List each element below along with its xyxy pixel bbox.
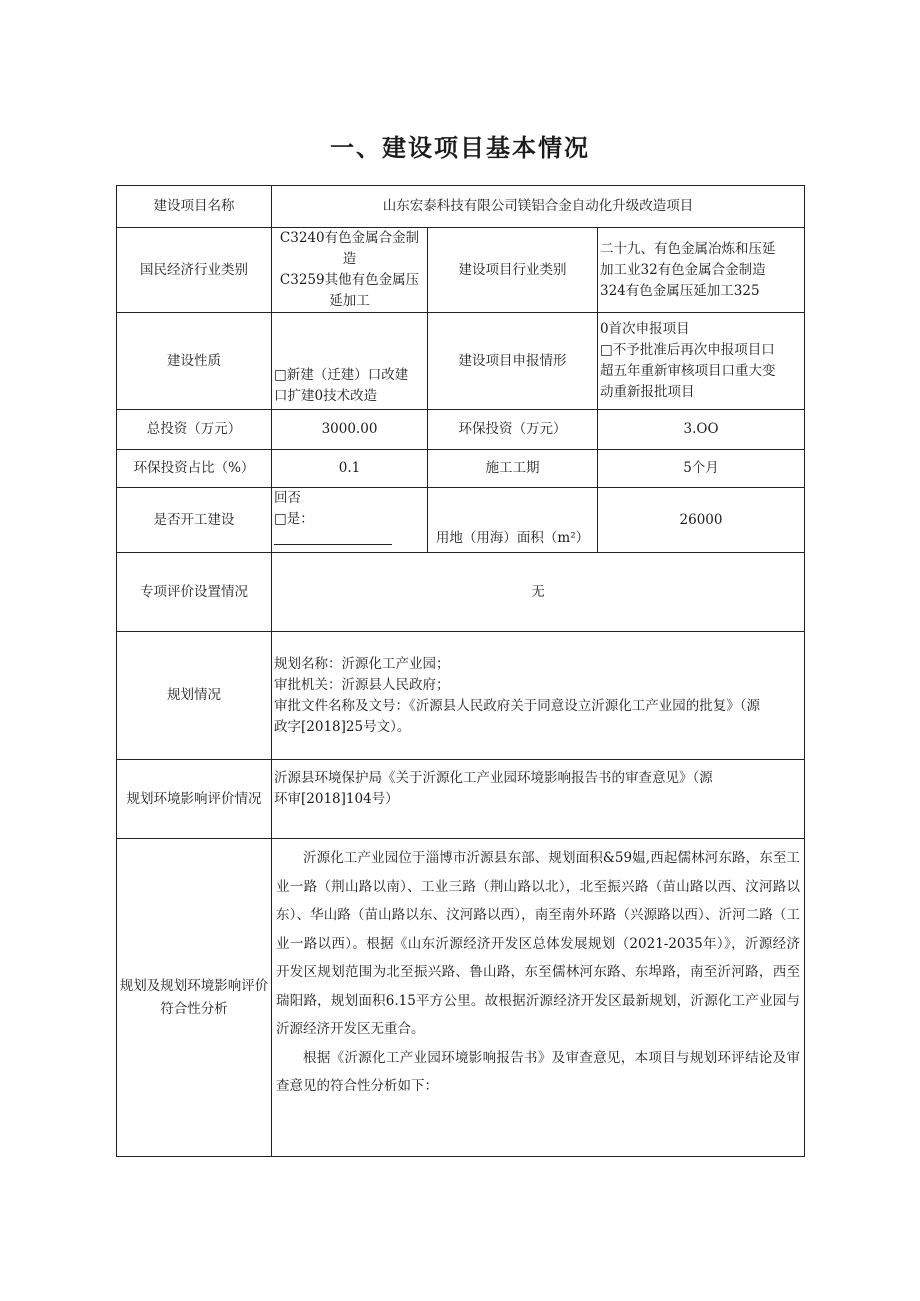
declaration-line: 超五年重新审核项目口重大变 [600, 363, 776, 379]
started-blank-line [274, 530, 392, 545]
row-started [117, 488, 805, 553]
industry-line: 延加工 [329, 293, 370, 309]
industry-line: C3259其他有色金属压 [279, 272, 420, 288]
started-option-no: 回否 [274, 490, 301, 506]
project-name-label: 建设项目名称 [117, 186, 272, 228]
ratio-value: 0.1 [272, 450, 428, 488]
planning-eia-line: 环审[2018]104号） [274, 791, 399, 807]
industry-value [272, 228, 428, 313]
nature-option-line: □新建（迁建）口改建 [274, 367, 409, 383]
project-industry-line: 324有色金属压延加工325 [600, 282, 760, 299]
conformity-value [272, 839, 805, 1157]
investment-value: 3000.00 [272, 410, 428, 450]
page-title: 一、建设项目基本情况 [330, 134, 590, 162]
started-option-yes-row [274, 509, 425, 552]
land-area-value: 26000 [598, 488, 805, 553]
row-conformity [117, 839, 805, 1157]
declaration-line: 0首次申报项目 [600, 321, 690, 337]
planning-eia-value [272, 760, 805, 839]
nature-option-line: 口扩建0技术改造 [274, 388, 378, 404]
planning-eia-line: 沂源县环境保护局《关于沂源化工产业园环境影响报告书的审查意见》（源 [274, 770, 713, 786]
planning-value [272, 632, 805, 760]
row-special [117, 553, 805, 632]
row-industry [117, 228, 805, 313]
declaration-label: 建设项目申报情形 [428, 313, 598, 410]
project-industry-line: 加工业32有色金属合金制造 [600, 261, 766, 278]
planning-line: 政字[2018]25号文）。 [274, 718, 411, 735]
project-industry-label: 建设项目行业类别 [428, 228, 598, 313]
planning-label: 规划情况 [117, 632, 272, 760]
planning-line: 审批机关：沂源县人民政府； [274, 676, 450, 693]
project-industry-value [598, 228, 805, 313]
env-investment-label: 环保投资（万元） [428, 410, 598, 450]
declaration-value [598, 313, 805, 410]
row-project-name [117, 186, 805, 228]
industry-line: C3240有色金属合金制 [279, 230, 420, 246]
conformity-paragraph: 沂源化工产业园位于淄博市沂源县东部、规划面积&59媪,西起儒林河东路，东至工业一路（荆山路以南）、工业三路（荆山路以北），北至振兴路（苗山路以西、汶河路以东）、华山路（苗山路以东、汶河路以西），南至南外环路（兴源路以西）、沂河二路（工业一路以西）。根据《山东沂源经济开发区总体发展规划（2021-2035年）》，沂源经济开发区规划范围为北至振兴路、鲁山路，东至儒林河东路、东埠路，南至沂河路，西至瑞阳路，规划面积6.15平方公里。故根据沂源经济开发区最新规划，沂源化工产业园与沂源经济开发区无重合。 [276, 850, 801, 1037]
declaration-line: □不予批准后再次申报项目口 [600, 342, 775, 358]
land-area-label: 用地（用海）面积（m²） [428, 488, 598, 553]
started-value [272, 488, 428, 553]
industry-label: 国民经济行业类别 [117, 228, 272, 313]
investment-label: 总投资（万元） [117, 410, 272, 450]
planning-eia-label: 规划环境影响评价情况 [117, 760, 272, 839]
special-value: 无 [272, 553, 805, 632]
started-label: 是否开工建设 [117, 488, 272, 553]
project-name-value: 山东宏泰科技有限公司镁铝合金自动化升级改造项目 [272, 186, 805, 228]
row-planning [117, 632, 805, 760]
planning-line: 审批文件名称及文号：《沂源县人民政府关于同意设立沂源化工产业园的批复》（源 [274, 697, 760, 714]
env-investment-value: 3.OO [598, 410, 805, 450]
row-investment [117, 410, 805, 450]
nature-label: 建设性质 [117, 313, 272, 410]
row-planning-eia [117, 760, 805, 839]
row-ratio [117, 450, 805, 488]
construction-period-value: 5个月 [598, 450, 805, 488]
conformity-label: 规划及规划环境影响评价符合性分析 [117, 839, 272, 1157]
project-industry-line: 二十九、有色金属冶炼和压延 [600, 240, 776, 257]
row-nature [117, 313, 805, 410]
planning-line: 规划名称：沂源化工产业园； [274, 655, 450, 672]
project-info-table [116, 185, 805, 1157]
industry-line: 造 [342, 251, 357, 267]
ratio-label: 环保投资占比（%） [117, 450, 272, 488]
started-option-yes: □是： [274, 511, 314, 527]
special-label: 专项评价设置情况 [117, 553, 272, 632]
construction-period-label: 施工工期 [428, 450, 598, 488]
declaration-line: 动重新报批项目 [600, 384, 695, 400]
nature-value [272, 313, 428, 410]
conformity-paragraph: 根据《沂源化工产业园环境影响报告书》及审查意见，本项目与规划环评结论及审查意见的符合性分析如下： [276, 1049, 801, 1094]
